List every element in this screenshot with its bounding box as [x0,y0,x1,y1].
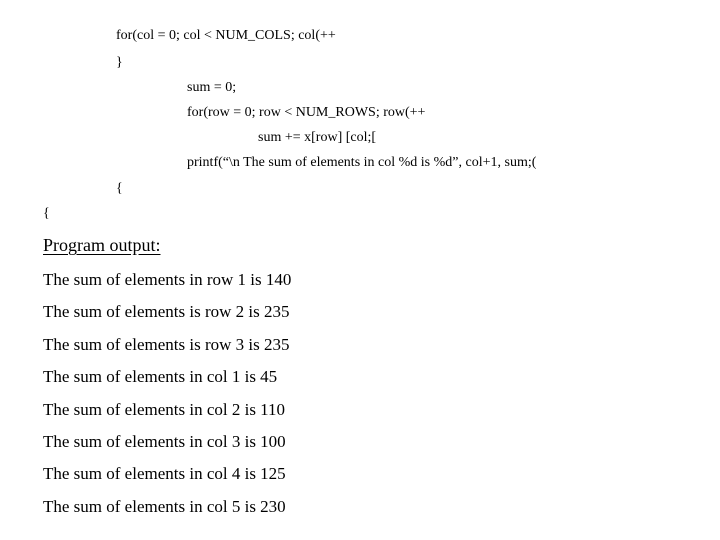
code-line: { [43,206,50,221]
output-line: The sum of elements in row 1 is 140 [43,270,292,289]
code-line: printf(“\n The sum of elements in col %d is %d”, col+1, sum;( [187,155,537,170]
output-line: The sum of elements in col 5 is 230 [43,497,286,516]
code-line: for(col = 0; col < NUM_COLS; col(++ [116,28,336,43]
code-line: sum += x[row] [col;[ [258,130,377,145]
code-line: { [116,181,123,196]
code-line: sum = 0; [187,80,237,95]
code-line: } [116,55,123,70]
output-line: The sum of elements in col 3 is 100 [43,432,286,451]
output-line: The sum of elements in col 2 is 110 [43,400,286,419]
output-line: The sum of elements in col 1 is 45 [43,367,278,386]
output-line: The sum of elements is row 3 is 235 [43,335,290,354]
code-line: for(row = 0; row < NUM_ROWS; row(++ [187,105,426,120]
output-line: The sum of elements is row 2 is 235 [43,302,290,321]
output-line: The sum of elements in col 4 is 125 [43,464,286,483]
output-heading: Program output: [43,235,161,255]
